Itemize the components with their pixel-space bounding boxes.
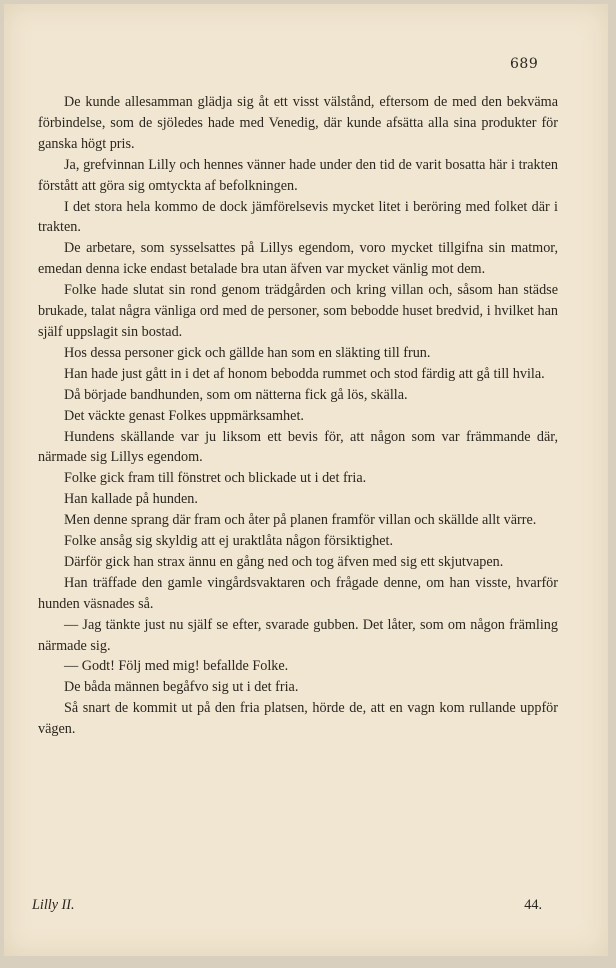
paragraph: Då började bandhunden, som om nätterna fick gå lös, skälla. xyxy=(64,386,408,403)
paragraph: Han hade just gått in i det af honom bebodda rummet och stod färdig att gå till hvila. xyxy=(64,365,545,382)
paragraph: Folke hade slutat sin rond genom trädgården och kring villan och, såsom han städse brukade, talat några vänliga ord med de personer, som bebodde huset bredvid, i hvilket han själf uppslagit sin bostad. xyxy=(38,282,558,340)
paragraph: De arbetare, som sysselsattes på Lillys egendom, voro mycket tillgifna sin matmor, emedan denna icke endast betalade bra utan äfven var mycket vänlig mot dem. xyxy=(38,240,558,278)
body-text xyxy=(38,92,558,740)
paragraph: Folke gick fram till fönstret och blickade ut i det fria. xyxy=(64,470,367,487)
paragraph: Så snart de kommit ut på den fria platsen, hörde de, att en vagn kom rullande uppför vägen. xyxy=(38,700,558,738)
book-page xyxy=(4,4,608,956)
footer-book-title: Lilly II. xyxy=(32,897,75,913)
paragraph: Hundens skällande var ju liksom ett bevis för, att någon som var främmande där, närmade sig Lillys egendom. xyxy=(38,428,558,466)
paragraph: Hos dessa personer gick och gällde han som en släkting till frun. xyxy=(64,344,431,361)
paragraph: Folke ansåg sig skyldig att ej uraktlåta någon försiktighet. xyxy=(64,533,394,550)
paragraph: Han träffade den gamle vingårdsvaktaren och frågade denne, om han visste, hvarför hunden väsnades så. xyxy=(38,574,558,612)
paragraph: Men denne sprang där fram och åter på planen framför villan och skällde allt värre. xyxy=(64,512,537,529)
paragraph: Därför gick han strax ännu en gång ned och tog äfven med sig ett skjutvapen. xyxy=(64,553,504,570)
paragraph: Ja, grefvinnan Lilly och hennes vänner hade under den tid de varit bosatta här i trakten förstått att göra sig omtyckta af befolkningen. xyxy=(38,156,558,194)
paragraph: De kunde allesamman glädja sig åt ett visst välstånd, eftersom de med den bekväma förbindelse, som de sjöledes hade med Venedig, där kunde afsätta alla sina produkter för ganska högt pris. xyxy=(38,94,558,152)
footer-signature-mark: 44. xyxy=(524,897,542,913)
paragraph: Det väckte genast Folkes uppmärksamhet. xyxy=(64,407,304,424)
paragraph: I det stora hela kommo de dock jämförelsevis mycket litet i beröring med folket där i trakten. xyxy=(38,198,558,236)
paragraph: — Jag tänkte just nu själf se efter, svarade gubben. Det låter, som om någon främling närmade sig. xyxy=(38,616,558,654)
page-number: 689 xyxy=(510,56,539,72)
paragraph: — Godt! Följ med mig! befallde Folke. xyxy=(64,658,289,675)
paragraph: De båda männen begåfvo sig ut i det fria. xyxy=(64,679,299,696)
paragraph: Han kallade på hunden. xyxy=(64,491,198,508)
